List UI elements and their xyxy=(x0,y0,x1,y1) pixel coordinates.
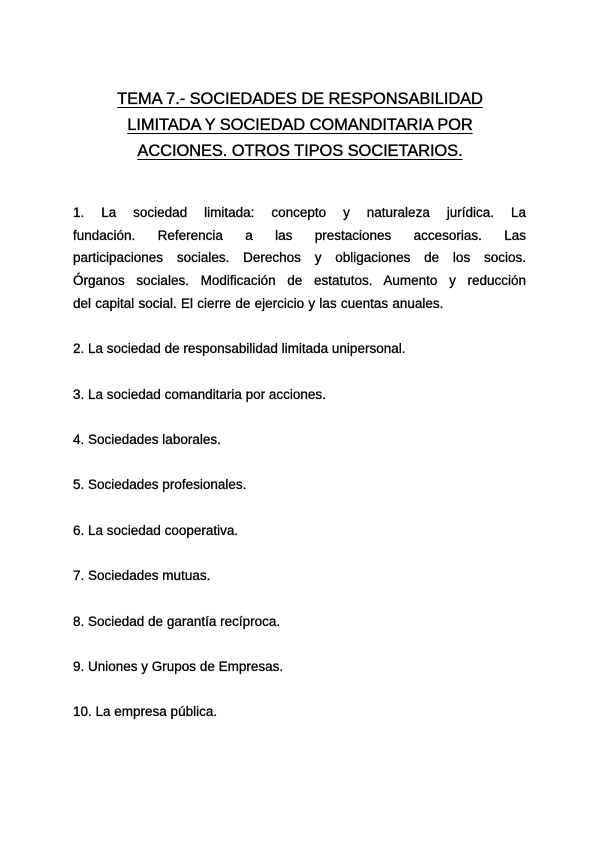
topic-1-line-3: participaciones sociales. Derechos y obligaciones de los socios. xyxy=(73,250,526,266)
title-line-3: ACCIONES. OTROS TIPOS SOCIETARIOS. xyxy=(137,142,463,161)
topic-5: 5. Sociedades profesionales. xyxy=(73,477,247,493)
topic-1-line-2: fundación. Referencia a las prestaciones accesorias. Las xyxy=(73,227,526,243)
title-line-2: LIMITADA Y SOCIEDAD COMANDITARIA POR xyxy=(127,116,473,135)
topic-6: 6. La sociedad cooperativa. xyxy=(73,522,239,538)
topic-1-line-5: del capital social. El cierre de ejercicio y las cuentas anuales. xyxy=(73,295,444,311)
topic-1 xyxy=(73,202,526,316)
topic-4: 4. Sociedades laborales. xyxy=(73,431,221,447)
page-title xyxy=(80,86,520,164)
title-line-1: TEMA 7.- SOCIEDADES DE RESPONSABILIDAD xyxy=(117,90,483,109)
topic-3: 3. La sociedad comanditaria por acciones. xyxy=(73,386,326,402)
topic-9: 9. Uniones y Grupos de Empresas. xyxy=(73,658,284,674)
topic-list xyxy=(73,202,526,747)
topic-8: 8. Sociedad de garantía recíproca. xyxy=(73,613,281,629)
topic-7: 7. Sociedades mutuas. xyxy=(73,568,211,584)
topic-2: 2. La sociedad de responsabilidad limitada unipersonal. xyxy=(73,341,406,357)
topic-1-line-1: 1. La sociedad limitada: concepto y naturaleza jurídica. La xyxy=(73,205,526,220)
topic-10: 10. La empresa pública. xyxy=(73,704,218,720)
topic-1-line-4: Órganos sociales. Modificación de estatutos. Aumento y reducción xyxy=(73,273,526,289)
